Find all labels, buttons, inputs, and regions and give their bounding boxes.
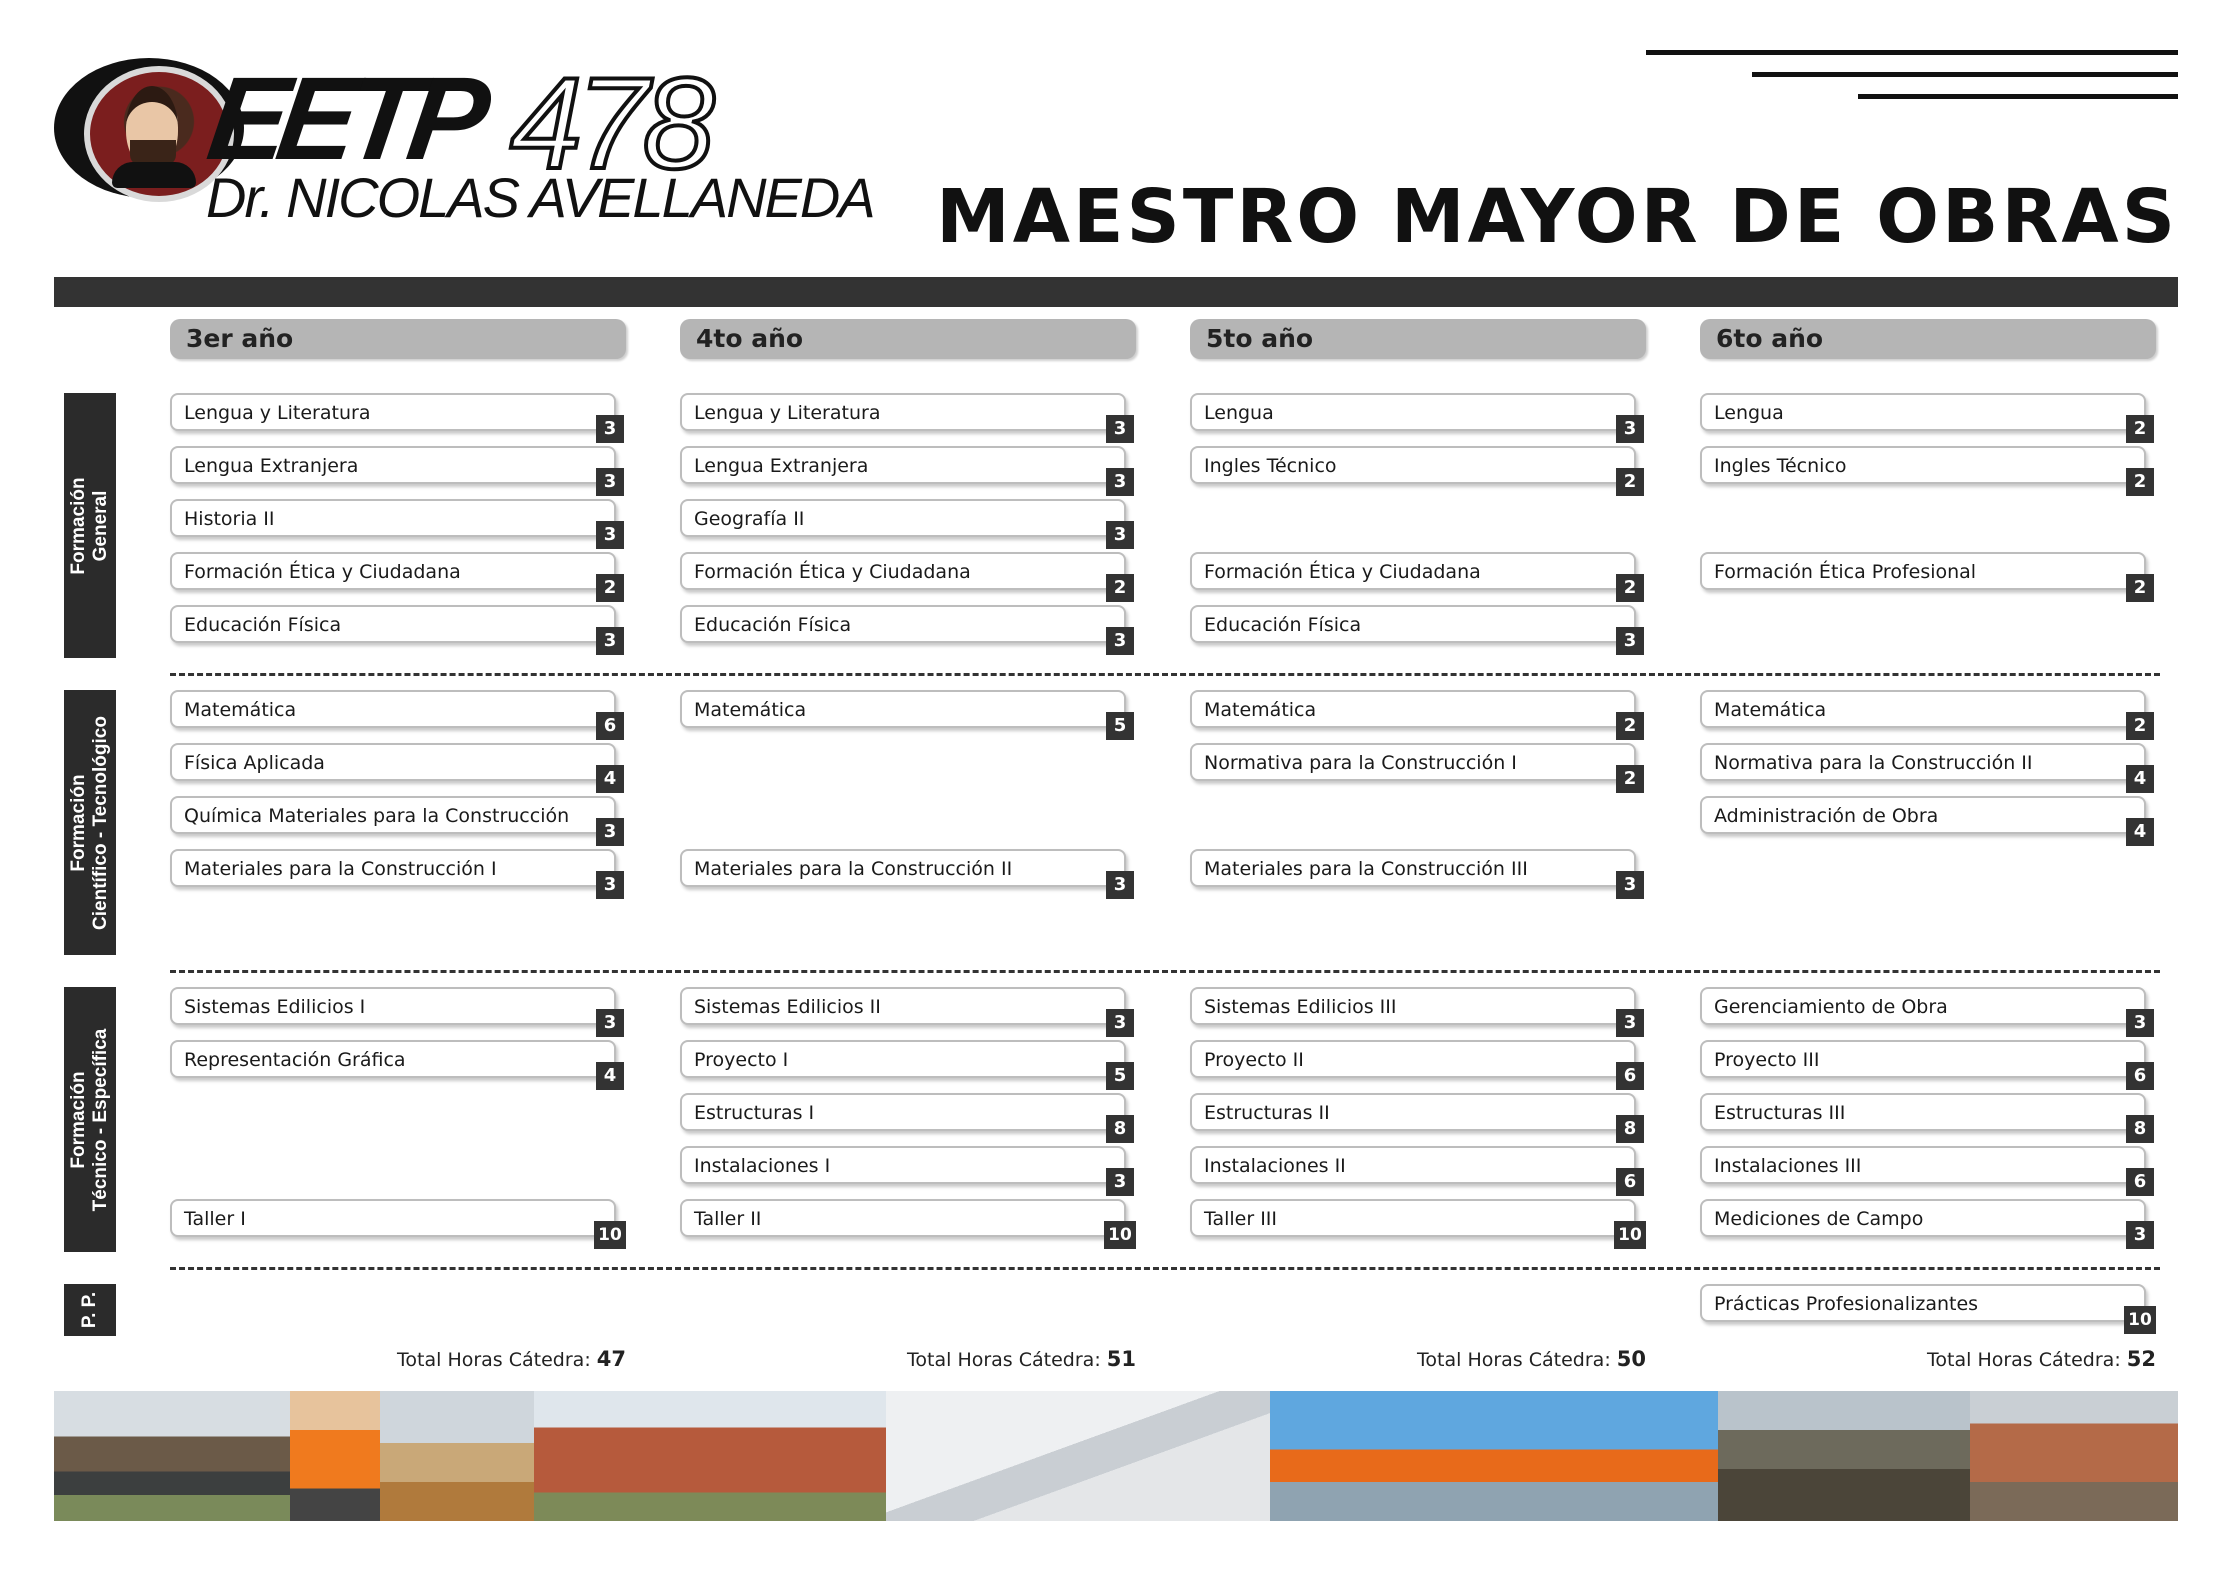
subject-name: Lengua <box>1204 402 1274 424</box>
subject-name: Normativa para la Construcción I <box>1204 752 1517 774</box>
logo-mark: EETP <box>200 53 488 185</box>
hours-badge: 2 <box>1106 574 1134 602</box>
subject-name: Lengua y Literatura <box>694 402 881 424</box>
separator-2 <box>170 970 2160 973</box>
subject-name: Matemática <box>694 699 807 721</box>
year-header-6: 6to año <box>1700 319 2156 359</box>
subject-box <box>1190 987 1637 1033</box>
subject-box <box>1700 393 2147 439</box>
logo-number: 478 <box>510 50 709 196</box>
subject-box <box>1190 552 1637 598</box>
subject-name: Lengua y Literatura <box>184 402 371 424</box>
subject-box <box>170 849 617 895</box>
hours-badge: 3 <box>596 818 624 846</box>
subject-name: Instalaciones II <box>1204 1155 1346 1177</box>
hours-badge: 4 <box>596 1062 624 1090</box>
subject-box <box>1700 1284 2152 1330</box>
subject-box <box>170 987 617 1033</box>
hours-badge: 2 <box>1616 712 1644 740</box>
section-label-pp: P. P. <box>64 1284 116 1336</box>
subject-name: Historia II <box>184 508 275 530</box>
subject-name: Lengua Extranjera <box>184 455 359 477</box>
subject-name: Estructuras II <box>1204 1102 1330 1124</box>
total-hours-4: Total Horas Cátedra: 51 <box>907 1347 1136 1371</box>
subject-box <box>680 1199 1132 1245</box>
subject-box <box>1190 1146 1637 1192</box>
subject-name: Formación Ética y Ciudadana <box>694 561 971 583</box>
subject-name: Formación Ética y Ciudadana <box>1204 561 1481 583</box>
subject-box <box>1190 1093 1637 1139</box>
subject-box <box>1190 393 1637 439</box>
subject-box <box>170 552 617 598</box>
decor-line-2 <box>1752 72 2178 77</box>
subject-name: Sistemas Edilicios II <box>694 996 881 1018</box>
subject-name: Prácticas Profesionalizantes <box>1714 1293 1979 1315</box>
subject-box <box>1700 1093 2147 1139</box>
subject-box <box>170 743 617 789</box>
hours-badge: 6 <box>2126 1062 2154 1090</box>
hours-badge: 2 <box>2126 574 2154 602</box>
photo-modern-house <box>54 1391 290 1521</box>
decor-line-1 <box>1646 50 2178 55</box>
subject-name: Lengua Extranjera <box>694 455 869 477</box>
hours-badge: 4 <box>2126 765 2154 793</box>
photo-strip <box>54 1391 2178 1521</box>
hours-badge: 2 <box>2126 712 2154 740</box>
subject-box <box>1190 743 1637 789</box>
subject-name: Estructuras III <box>1714 1102 1846 1124</box>
hours-badge: 3 <box>1616 871 1644 899</box>
subject-name: Normativa para la Construcción II <box>1714 752 2033 774</box>
subject-name: Taller II <box>694 1208 762 1230</box>
subject-box <box>680 499 1127 545</box>
section-label-general: Formación General <box>64 393 116 658</box>
subject-name: Representación Gráfica <box>184 1049 406 1071</box>
hours-badge: 3 <box>1616 627 1644 655</box>
hours-badge: 3 <box>1106 871 1134 899</box>
hours-badge: 3 <box>1106 521 1134 549</box>
hours-badge: 5 <box>1106 712 1134 740</box>
subject-box <box>1190 849 1637 895</box>
subject-box <box>170 1199 622 1245</box>
subject-box <box>1700 552 2147 598</box>
subject-box <box>680 1093 1127 1139</box>
hours-badge: 10 <box>2124 1306 2156 1334</box>
subject-box <box>170 393 617 439</box>
section-label-tecnico: Formación Técnico - Específica <box>64 987 116 1252</box>
hours-badge: 3 <box>596 871 624 899</box>
subject-box <box>1700 743 2147 789</box>
subject-box <box>170 796 617 842</box>
hours-badge: 3 <box>596 468 624 496</box>
logo-school-name: Dr. NICOLAS AVELLANEDA <box>206 166 874 229</box>
subject-box <box>170 690 617 736</box>
subject-box <box>680 690 1127 736</box>
subject-box <box>1700 796 2147 842</box>
subject-box <box>170 499 617 545</box>
subject-name: Administración de Obra <box>1714 805 1939 827</box>
hours-badge: 10 <box>1614 1221 1646 1249</box>
hours-badge: 2 <box>2126 468 2154 496</box>
subject-name: Materiales para la Construcción III <box>1204 858 1528 880</box>
subject-box <box>680 987 1127 1033</box>
year-header-3: 3er año <box>170 319 626 359</box>
total-hours-6: Total Horas Cátedra: 52 <box>1927 1347 2156 1371</box>
photo-worker-vest <box>290 1391 380 1521</box>
subject-box <box>1190 605 1637 651</box>
subject-box <box>680 446 1127 492</box>
subject-name: Matemática <box>1204 699 1317 721</box>
photo-blueprints <box>886 1391 1270 1521</box>
subject-box <box>1700 1040 2147 1086</box>
subject-box <box>680 1146 1127 1192</box>
subject-box <box>1700 1146 2147 1192</box>
hours-badge: 2 <box>1616 765 1644 793</box>
subject-name: Formación Ética y Ciudadana <box>184 561 461 583</box>
total-hours-3: Total Horas Cátedra: 47 <box>397 1347 626 1371</box>
section-label-cientifico: Formación Científico - Tecnológico <box>64 690 116 955</box>
subject-name: Matemática <box>184 699 297 721</box>
hours-badge: 6 <box>596 712 624 740</box>
photo-excavation <box>1718 1391 1970 1521</box>
subject-name: Taller III <box>1204 1208 1278 1230</box>
logo-suit <box>112 162 196 188</box>
subject-name: Educación Física <box>1204 614 1362 636</box>
subject-name: Gerenciamiento de Obra <box>1714 996 1948 1018</box>
hours-badge: 8 <box>1616 1115 1644 1143</box>
subject-name: Educación Física <box>184 614 342 636</box>
subject-name: Proyecto III <box>1714 1049 1820 1071</box>
hours-badge: 3 <box>1106 415 1134 443</box>
subject-name: Instalaciones III <box>1714 1155 1862 1177</box>
hours-badge: 2 <box>1616 468 1644 496</box>
subject-box <box>1700 987 2147 1033</box>
hours-badge: 8 <box>1106 1115 1134 1143</box>
subject-box <box>680 605 1127 651</box>
subject-name: Instalaciones I <box>694 1155 831 1177</box>
subject-name: Sistemas Edilicios I <box>184 996 366 1018</box>
hours-badge: 10 <box>1104 1221 1136 1249</box>
subject-box <box>1700 446 2147 492</box>
subject-name: Estructuras I <box>694 1102 815 1124</box>
subject-box <box>1700 1199 2147 1245</box>
hours-badge: 6 <box>1616 1168 1644 1196</box>
hours-badge: 3 <box>596 627 624 655</box>
hours-badge: 4 <box>2126 818 2154 846</box>
subject-box <box>1700 690 2147 736</box>
hours-badge: 3 <box>1616 415 1644 443</box>
subject-box <box>680 393 1127 439</box>
total-hours-5: Total Horas Cátedra: 50 <box>1417 1347 1646 1371</box>
subject-name: Materiales para la Construcción II <box>694 858 1013 880</box>
decor-line-3 <box>1858 94 2178 99</box>
hours-badge: 3 <box>1106 468 1134 496</box>
subject-box <box>1190 446 1637 492</box>
subject-name: Proyecto II <box>1204 1049 1304 1071</box>
header-band <box>54 277 2178 307</box>
hours-badge: 8 <box>2126 1115 2154 1143</box>
subject-name: Lengua <box>1714 402 1784 424</box>
subject-name: Materiales para la Construcción I <box>184 858 497 880</box>
subject-name: Ingles Técnico <box>1714 455 1847 477</box>
subject-name: Geografía II <box>694 508 805 530</box>
photo-worker-bricks <box>1970 1391 2178 1521</box>
page-title: MAESTRO MAYOR DE OBRAS <box>936 174 2178 260</box>
hours-badge: 2 <box>2126 415 2154 443</box>
hours-badge: 6 <box>1616 1062 1644 1090</box>
subject-name: Matemática <box>1714 699 1827 721</box>
subject-name: Química Materiales para la Construcción <box>184 805 570 827</box>
photo-brick-house <box>534 1391 886 1521</box>
separator-3 <box>170 1267 2160 1270</box>
subject-name: Taller I <box>184 1208 246 1230</box>
subject-box <box>170 1040 617 1086</box>
hours-badge: 3 <box>2126 1009 2154 1037</box>
subject-box <box>1190 1199 1642 1245</box>
year-header-4: 4to año <box>680 319 1136 359</box>
subject-name: Sistemas Edilicios III <box>1204 996 1397 1018</box>
hours-badge: 3 <box>596 415 624 443</box>
subject-name: Mediciones de Campo <box>1714 1208 1924 1230</box>
separator-1 <box>170 673 2160 676</box>
subject-box <box>170 446 617 492</box>
subject-name: Ingles Técnico <box>1204 455 1337 477</box>
photo-engineers <box>1270 1391 1718 1521</box>
subject-box <box>170 605 617 651</box>
subject-box <box>1190 1040 1637 1086</box>
hours-badge: 3 <box>596 521 624 549</box>
hours-badge: 2 <box>596 574 624 602</box>
subject-box <box>680 1040 1127 1086</box>
hours-badge: 4 <box>596 765 624 793</box>
hours-badge: 3 <box>596 1009 624 1037</box>
hours-badge: 10 <box>594 1221 626 1249</box>
subject-name: Formación Ética Profesional <box>1714 561 1977 583</box>
hours-badge: 3 <box>2126 1221 2154 1249</box>
subject-name: Física Aplicada <box>184 752 325 774</box>
subject-box <box>1190 690 1637 736</box>
subject-name: Educación Física <box>694 614 852 636</box>
subject-box <box>680 849 1127 895</box>
hours-badge: 3 <box>1106 627 1134 655</box>
year-header-5: 5to año <box>1190 319 1646 359</box>
hours-badge: 6 <box>2126 1168 2154 1196</box>
hours-badge: 2 <box>1616 574 1644 602</box>
hours-badge: 3 <box>1106 1168 1134 1196</box>
subject-box <box>680 552 1127 598</box>
hours-badge: 3 <box>1616 1009 1644 1037</box>
hours-badge: 5 <box>1106 1062 1134 1090</box>
hours-badge: 3 <box>1106 1009 1134 1037</box>
subject-name: Proyecto I <box>694 1049 789 1071</box>
